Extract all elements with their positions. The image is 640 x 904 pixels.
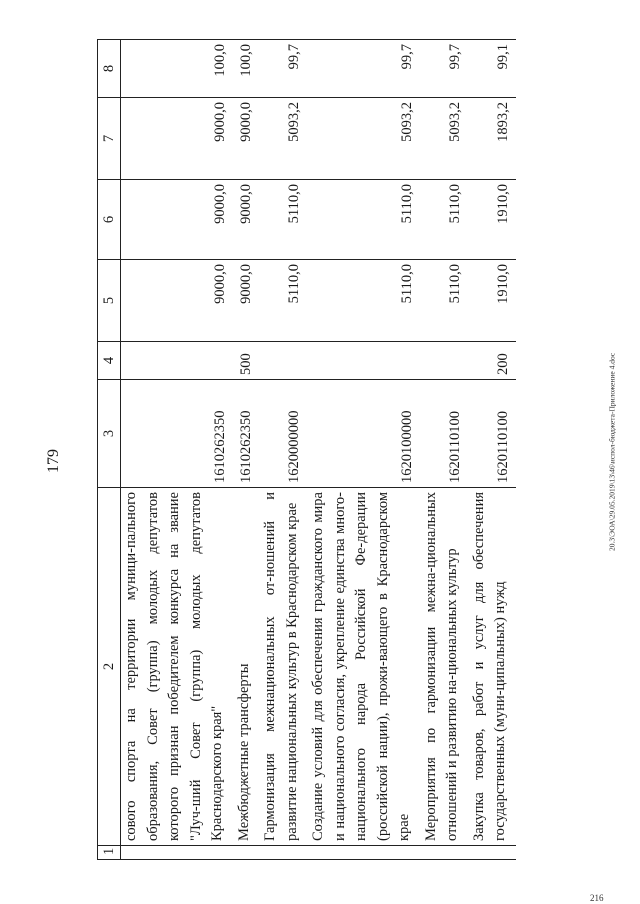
cell-col-6: 5110,0	[259, 180, 307, 260]
cell-col-8: 99,1	[468, 40, 516, 98]
cell-col-8: 100,0	[121, 40, 233, 98]
cell-col-7: 1893,2	[468, 98, 516, 180]
document-path-footer: 20.3\ЭОА\29.05.2019\13\46\испол-бюджета-Приложение 4.doc	[607, 352, 617, 552]
cell-col-1	[259, 846, 307, 860]
header-col-7: 7	[98, 98, 121, 180]
header-col-5: 5	[98, 260, 121, 342]
table-row	[420, 40, 468, 860]
cell-col-8: 100,0	[233, 40, 260, 98]
budget-table	[97, 39, 516, 860]
table-row	[307, 40, 420, 860]
cell-description: Гармонизация межнациональных от-ношений и развитие национальных культур в Краснодарском крае	[259, 488, 307, 846]
rotated-table-wrapper	[97, 44, 573, 860]
header-col-1: 1	[98, 846, 121, 860]
cell-col-7: 5093,2	[259, 98, 307, 180]
cell-col-6: 9000,0	[233, 180, 260, 260]
cell-type	[121, 342, 233, 380]
cell-type: 500	[233, 342, 260, 380]
cell-description: Создание условий для обеспечения гражданского мира и национального согласия, укрепление единства много-национального народа Российской Фе-дерации (российской нации), прожи-вающего в Краснодарском крае	[307, 488, 420, 846]
cell-code: 1620100000	[307, 380, 420, 488]
cell-code: 1610262350	[121, 380, 233, 488]
cell-col-1	[307, 846, 420, 860]
cell-code: 1620110100	[420, 380, 468, 488]
table-header-row	[98, 40, 121, 860]
cell-col-8: 99,7	[259, 40, 307, 98]
cell-type	[420, 342, 468, 380]
cell-description: сового спорта на территории муници-пального образования, Совет (группа) молодых депутатов которого признан победителем конкурса на звание "Луч-ший Совет (группа) молодых депутатов Краснодарского края"	[121, 488, 233, 846]
cell-col-1	[420, 846, 468, 860]
header-col-4: 4	[98, 342, 121, 380]
cell-col-7: 9000,0	[233, 98, 260, 180]
cell-col-5: 1910,0	[468, 260, 516, 342]
cell-description: Закупка товаров, работ и услуг для обеспечения государственных (муни-ципальных) нужд	[468, 488, 516, 846]
cell-col-5: 9000,0	[233, 260, 260, 342]
header-col-2: 2	[98, 488, 121, 846]
cell-col-5: 9000,0	[121, 260, 233, 342]
cell-col-8: 99,7	[307, 40, 420, 98]
header-col-8: 8	[98, 40, 121, 98]
cell-code: 1620110100	[468, 380, 516, 488]
cell-col-5: 5110,0	[259, 260, 307, 342]
cell-col-5: 5110,0	[307, 260, 420, 342]
header-col-3: 3	[98, 380, 121, 488]
cell-col-6: 1910,0	[468, 180, 516, 260]
cell-type	[259, 342, 307, 380]
cell-col-7: 9000,0	[121, 98, 233, 180]
cell-type	[307, 342, 420, 380]
cell-col-6: 5110,0	[420, 180, 468, 260]
cell-col-6: 5110,0	[307, 180, 420, 260]
cell-col-8: 99,7	[420, 40, 468, 98]
cell-col-6: 9000,0	[121, 180, 233, 260]
cell-type: 200	[468, 342, 516, 380]
corner-mark: 216	[590, 893, 604, 903]
cell-code: 1610262350	[233, 380, 260, 488]
cell-col-5: 5110,0	[420, 260, 468, 342]
table-row	[233, 40, 260, 860]
cell-code: 1620000000	[259, 380, 307, 488]
cell-description: Межбюджетные трансферты	[233, 488, 260, 846]
cell-col-7: 5093,2	[420, 98, 468, 180]
table-row	[468, 40, 516, 860]
table-row	[259, 40, 307, 860]
table-row	[121, 40, 233, 860]
page-number: 179	[45, 449, 62, 473]
header-col-6: 6	[98, 180, 121, 260]
cell-col-1	[121, 846, 233, 860]
cell-col-1	[468, 846, 516, 860]
cell-col-1	[233, 846, 260, 860]
cell-col-7: 5093,2	[307, 98, 420, 180]
cell-description: Мероприятия по гармонизации межна-циональных отношений и развитию на-циональных культур	[420, 488, 468, 846]
